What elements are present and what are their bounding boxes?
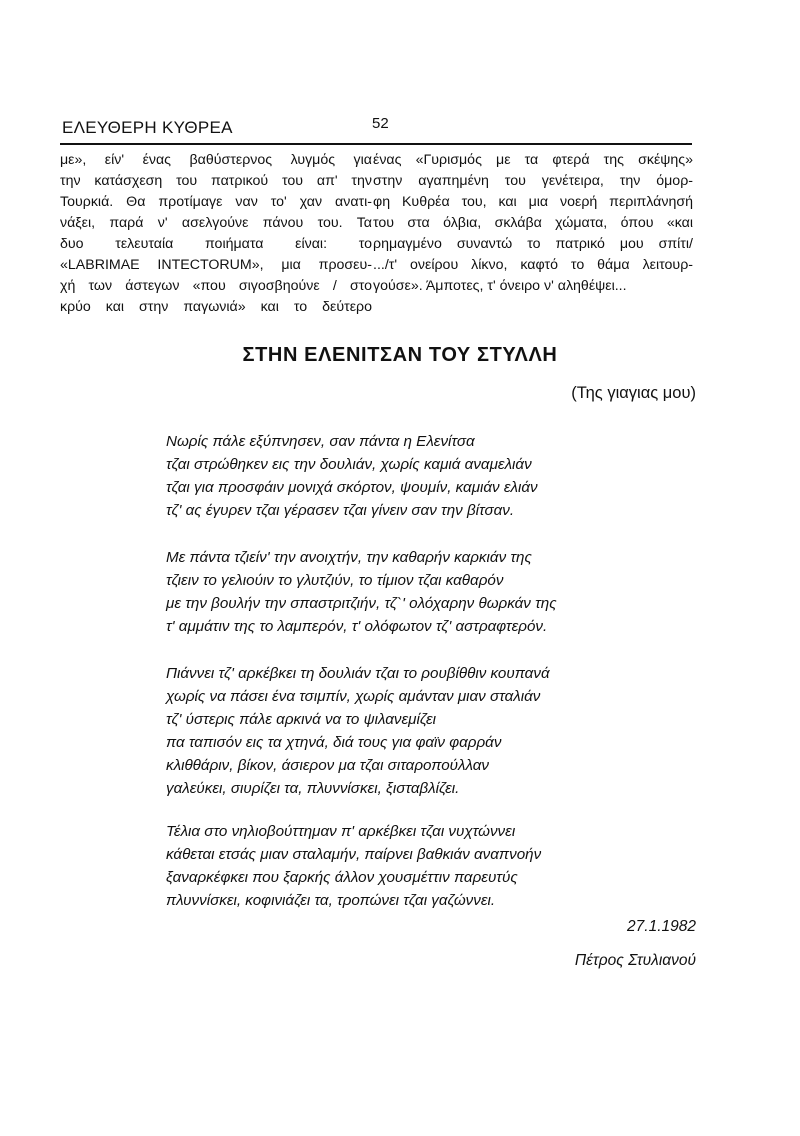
poem-author: Πέτρος Στυλιανού [574,952,696,969]
poem-verse: τζαι στρώθηκεν εις την δουλιάν, χωρίς καμιά αναμελιάν [166,456,532,473]
left-column-line: την κατάσχεση του πατρικού του απ' την [60,173,372,189]
left-column-line: δυο τελευταία ποιήματα είναι: το [60,236,372,252]
left-column [60,150,372,318]
poem-stanza [166,430,538,522]
right-column-line: .../τ' ονείρου λίκνο, καφτό το θάμα λειτουρ- [373,257,693,273]
header-rule [60,143,692,145]
right-column-line: στην αγαπημένη του γενέτειρα, την όμορ- [373,173,693,189]
poem-stanza [166,820,541,912]
right-column-line: ένας «Γυρισμός με τα φτερά της σκέψης» [373,152,693,168]
left-column-line: Τουρκιά. Θα προτίμαγε ναν το' χαν ανατι- [60,194,372,210]
poem-verse: κάθεται ετσάς μιαν σταλαμήν, παίρνει βαθκιάν αναπνοήν [166,846,542,863]
poem-verse: τζ' ας έγυρεν τζαι γέρασεν τζαι γίνειν σαν την βίτσαν. [166,502,515,519]
poem-verse: με την βουλήν την σπαστριτζιήν, τζ`' ολόχαρην θωρκάν της [166,595,557,612]
poem-stanza [166,546,557,638]
poem-verse: γαλεύκει, σιυρίζει τα, πλυννίσκει, ξισταβλίζει. [166,780,460,797]
poem-verse: Τέλια στο νηλιοβούττημαν π' αρκέβκει τζαι νυχτώννει [166,823,516,840]
poem-verse: Με πάντα τζιείν' την ανοιχτήν, την καθαρήν καρκιάν της [166,549,532,566]
left-column-line: νάξει, παρά ν' ασελγούνε πάνου του. Τα [60,215,372,231]
poem-verse: τ' αμμάτιν της το λαμπερόν, τ' ολόφωτον τζ' αστραφτερόν. [166,618,548,635]
poem-verse: πλυννίσκει, κοφινιάζει τα, τροπώνει τζαι γαζώννει. [166,892,496,909]
poem-date: 27.1.1982 [627,918,696,935]
poem-title: ΣΤΗΝ ΕΛΕΝΙΤΣΑΝ ΤΟΥ ΣΤΥΛΛΗ [242,344,558,366]
poem-verse: τζιειν το γελιούιν το γλυτζιύν, το τίμιον τζαι καθαρόν [166,572,504,589]
right-column-line: φη Κυθρέα του, και μια νοερή περιπλάνησή [373,194,693,210]
running-head: ΕΛΕΥΘΕΡΗ ΚΥΘΡΕΑ [62,118,233,137]
right-column [373,150,693,297]
poem-verse: ξαναρκέφκει που ξαρκής άλλον χουσμέττιν παρευτύς [166,869,518,886]
page-number: 52 [372,115,389,132]
poem-stanza [166,662,550,800]
left-column-line: «LABRIMAE INTECTORUM», μια προσευ- [60,257,372,273]
poem-verse: πα ταπισόν εις τα χτηνά, διά τους για φαϊν φαρράν [166,734,502,751]
right-column-line: του στα όλβια, σκλάβα χώματα, όπου «και [373,215,693,231]
right-column-line: γούσε». Άμποτες, τ' όνειρο ν' αληθέψει... [373,278,627,294]
right-column-line: ρημαγμένο συναντώ το πατρικό μου σπίτι/ [373,236,693,252]
poem-verse: τζαι για προσφάιν μονιχά σκόρτον, ψουμίν, καμιάν ελιάν [166,479,538,496]
poem-verse: τζ' ύστερις πάλε αρκινά να το ψιλανεμίζει [166,711,437,728]
left-column-line: χή των άστεγων «που σιγοσβηούνε / στο [60,278,372,294]
poem-verse: κλιθθάριν, βίκον, άσιερον μα τζαι σιταροπούλλαν [166,757,489,774]
left-column-line: με», είν' ένας βαθύστερνος λυγμός για [60,152,372,168]
poem-verse: Νωρίς πάλε εξύπνησεν, σαν πάντα η Ελενίτσα [166,433,475,450]
poem-verse: χωρίς να πάσει ένα τσιμπίν, χωρίς αμάνταν μιαν σταλιάν [166,688,541,705]
left-column-line: κρύο και στην παγωνιά» και το δεύτερο [60,299,372,315]
poem-verse: Πιάννει τζ' αρκέβκει τη δουλιάν τζαι το ρουβίθθιν κουπανά [166,665,550,682]
poem-dedication: (Της γιαγιας μου) [571,384,696,402]
